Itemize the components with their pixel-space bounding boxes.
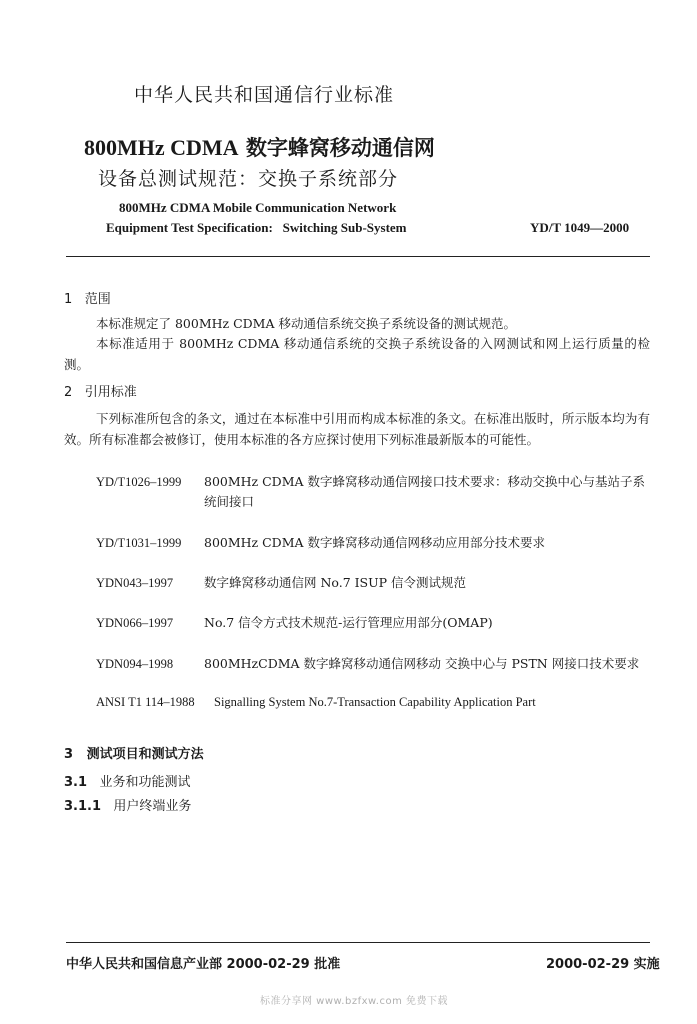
section-number: 3 — [64, 747, 74, 762]
reference-code: YD/T1026–1999 — [96, 475, 182, 489]
footer-divider — [66, 942, 650, 943]
document-title-zh-line1 — [84, 132, 435, 162]
reference-code: ANSI T1 114–1988 — [96, 695, 195, 709]
section-title: 引用标准 — [84, 385, 137, 400]
reference-title: 数字蜂窝移动通信网 No.7 ISUP 信令测试规范 — [204, 575, 467, 590]
section-number: 2 — [64, 385, 73, 400]
section-title: 范围 — [84, 292, 111, 307]
reference-title: 800MHz CDMA 数字蜂窝移动通信网移动应用部分技术要求 — [204, 535, 546, 550]
reference-title: Signalling System No.7-Transaction Capability Application Part — [214, 695, 536, 709]
section-number: 3.1.1 — [64, 799, 102, 814]
implementation-date: 2000-02-29 实施 — [546, 957, 660, 972]
reference-title: No.7 信令方式技术规范-运行管理应用部分(OMAP) — [204, 615, 493, 630]
reference-title: 800MHz CDMA 数字蜂窝移动通信网接口技术要求：移动交换中心与基站子系统间接口 — [204, 474, 646, 509]
watermark: 标准分享网 www.bzfxw.com 免费下载 — [260, 996, 448, 1007]
section-2-heading — [64, 381, 137, 400]
title-zh-part: 数字蜂窝移动通信网 — [238, 136, 435, 160]
section-number: 3.1 — [64, 775, 88, 790]
document-title-en-line2: Equipment Test Specification: Switching Sub-System — [106, 220, 407, 235]
reference-code: YDN094–1998 — [96, 657, 174, 671]
paragraph: 本标准规定了 800MHz CDMA 移动通信系统交换子系统设备的测试规范。 — [96, 316, 516, 331]
reference-code: YD/T1031–1999 — [96, 536, 182, 550]
reference-title: 800MHzCDMA 数字蜂窝移动通信网移动 交换中心与 PSTN 网接口技术要求 — [204, 656, 640, 671]
section-3-1-heading — [64, 771, 190, 790]
approval-statement: 中华人民共和国信息产业部 2000-02-29 批准 — [66, 957, 341, 972]
document-title-zh-line2: 设备总测试规范：交换子系统部分 — [98, 168, 399, 190]
section-title: 测试项目和测试方法 — [86, 747, 204, 762]
reference-code: YDN066–1997 — [96, 616, 174, 630]
section-title: 用户终端业务 — [113, 799, 192, 814]
issuing-body-header: 中华人民共和国通信行业标准 — [134, 84, 395, 106]
title-en-part: 800MHz CDMA — [84, 135, 239, 160]
header-divider — [66, 256, 650, 257]
reference-code: YDN043–1997 — [96, 576, 174, 590]
document-title-en-line1: 800MHz CDMA Mobile Communication Network — [119, 200, 397, 215]
section-1-heading — [64, 288, 111, 307]
section-3-heading — [64, 743, 204, 762]
paragraph: 下列标准所包含的条文，通过在本标准中引用而构成本标准的条文。在标准出版时，所示版本均为有效。所有标准都会被修订，使用本标准的各方应探讨使用下列标准最新版本的可能性。 — [64, 411, 650, 447]
section-number: 1 — [64, 292, 73, 307]
section-3-1-1-heading — [64, 795, 191, 814]
section-title: 业务和功能测试 — [99, 775, 191, 790]
paragraph: 本标准适用于 800MHz CDMA 移动通信系统的交换子系统设备的入网测试和网上运行质量的检测。 — [64, 336, 650, 372]
standard-number: YD/T 1049—2000 — [530, 220, 630, 235]
